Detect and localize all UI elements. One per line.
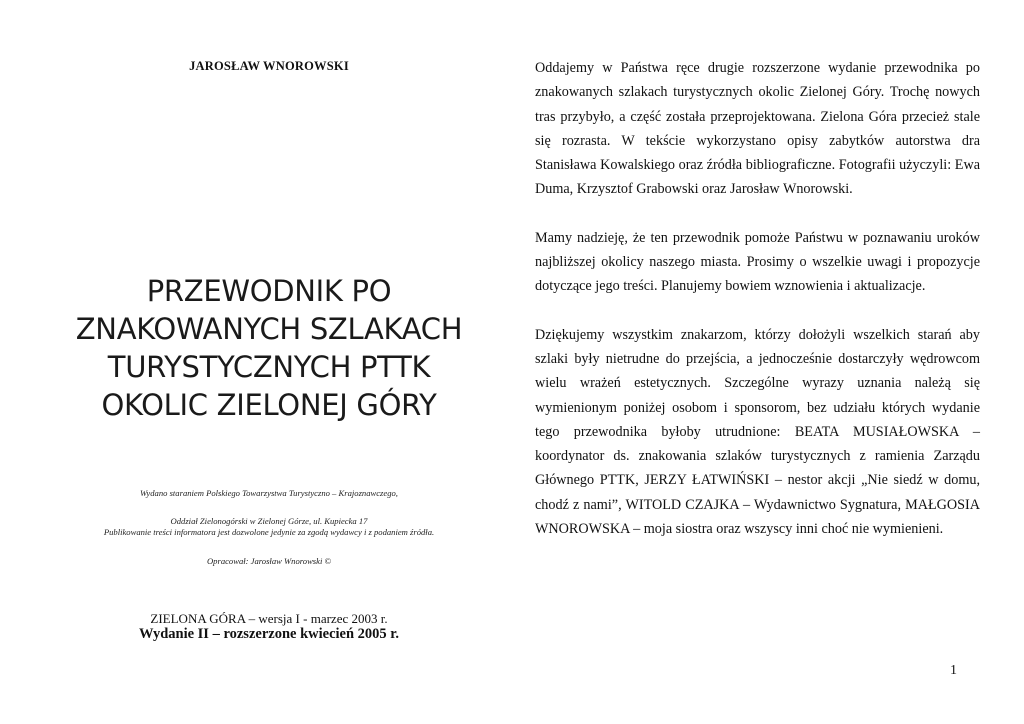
title-line: TURYSTYCZNYCH PTTK — [107, 350, 431, 384]
title-line: ZNAKOWANYCH SZLAKACH — [75, 312, 463, 346]
paragraph: Mamy nadzieję, że ten przewodnik pomoże Państwu w poznawaniu uroków najbliższej okolicy naszego miasta. Prosimy o wszelkie uwagi i propozycje dotyczące jego treści. Planujemy bowiem wznowienia i aktualizacje. — [535, 229, 980, 295]
copyright-note: Publikowanie treści informatora jest dozwolone jedynie za zgodą wydawcy i z podaniem źródła. — [103, 527, 435, 537]
department-info — [30, 516, 508, 538]
right-page — [535, 56, 980, 565]
author-name: JAROSŁAW WNOROWSKI — [189, 59, 349, 73]
department-address: Oddział Zielonogórski w Zielonej Górze, ul. Kupiecka 17 — [170, 516, 368, 526]
title-line: PRZEWODNIK PO — [146, 274, 392, 308]
paragraph: Oddajemy w Państwa ręce drugie rozszerzone wydanie przewodnika po znakowanych szlakach turystycznych okolic Zielonej Góry. Trochę nowych tras przybyło, a część została przeprojektowana. Zielona Góra przecież stale się rozrasta. W tekście wykorzystano opisy zabytków autorstwa dra Stanisława Kowalskiego oraz źródła bibliograficzne. Fotografii użyczyli: Ewa Duma, Krzysztof Grabowski oraz Jarosław Wnorowski. — [535, 60, 980, 198]
version-line: ZIELONA GÓRA – wersja I - marzec 2003 r. — [150, 611, 388, 626]
paragraph: Dziękujemy wszystkim znakarzom, którzy dołożyli wszelkich starań aby szlaki były nietrudne do przejścia, a jednocześnie dostarczyły wędrowcom wielu wrażeń estetycznych. Szczególne wyrazy uznania należą się wymienionym poniżej osobom i sponsorom, bez udziału których wydanie tego przewodnika byłoby utrudnione: BEATA MUSIAŁOWSKA – koordynator ds. znakowania szlaków turystycznych z ramienia Zarządu Głównego PTTK, JERZY ŁATWIŃSKI – nestor akcji „Nie siedź w domu, chodź z nami”, WITOLD CZAJKA – Wydawnictwo Sygnatura, MAŁGOSIA WNOROWSKA – moja siostra oraz wszyscy inni choć nie wymienieni. — [535, 326, 980, 538]
title-line: OKOLIC ZIELONEJ GÓRY — [101, 388, 437, 422]
book-title — [30, 272, 508, 424]
edition-line: Wydanie II – rozszerzone kwiecień 2005 r. — [138, 626, 400, 642]
publisher-note: Wydano staraniem Polskiego Towarzystwa Turystyczno – Krajoznawczego, — [140, 488, 398, 498]
prepared-by: Opracował: Jarosław Wnorowski © — [206, 556, 332, 566]
page-number: 1 — [950, 663, 957, 678]
left-page — [30, 0, 508, 724]
